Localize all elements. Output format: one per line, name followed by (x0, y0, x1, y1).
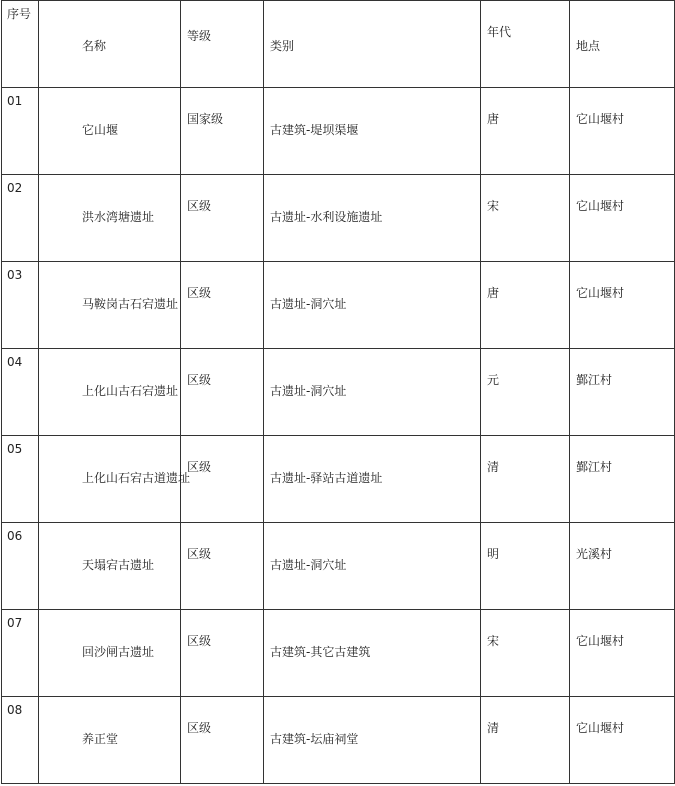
row-no: 06 (7, 529, 23, 543)
row-era: 清 (487, 721, 500, 735)
cell-era (481, 88, 570, 175)
row-grade: 区级 (187, 634, 212, 648)
row-era: 清 (487, 460, 500, 474)
row-location: 它山堰村 (576, 721, 625, 735)
table-row (2, 697, 675, 784)
row-name: 马鞍岗古石宕遗址 (82, 297, 179, 311)
header-no: 序号 (7, 7, 32, 21)
cell-grade (181, 262, 264, 349)
row-no: 05 (7, 442, 23, 456)
cell-category (264, 697, 481, 784)
cell-name (39, 175, 181, 262)
row-category: 古建筑-坛庙祠堂 (270, 732, 359, 746)
cell-no (2, 523, 39, 610)
cell-category (264, 175, 481, 262)
cell-location (570, 88, 675, 175)
row-name: 它山堰 (82, 123, 119, 137)
cell-era (481, 436, 570, 523)
header-category: 类别 (270, 39, 295, 53)
cell-no (2, 610, 39, 697)
cell-no (2, 349, 39, 436)
cell-name (39, 262, 181, 349)
row-location: 它山堰村 (576, 199, 625, 213)
row-location: 光溪村 (576, 547, 613, 561)
row-no: 07 (7, 616, 23, 630)
row-category: 古遗址-洞穴址 (270, 384, 347, 398)
cell-grade (181, 175, 264, 262)
header-cell-category (264, 1, 481, 88)
row-era: 宋 (487, 634, 500, 648)
cell-era (481, 262, 570, 349)
row-location: 它山堰村 (576, 286, 625, 300)
row-location: 它山堰村 (576, 112, 625, 126)
cell-grade (181, 523, 264, 610)
row-grade: 区级 (187, 460, 212, 474)
cell-name (39, 610, 181, 697)
row-grade: 区级 (187, 286, 212, 300)
row-no: 01 (7, 94, 23, 108)
header-cell-era (481, 1, 570, 88)
cell-category (264, 610, 481, 697)
row-era: 明 (487, 547, 500, 561)
row-era: 唐 (487, 286, 500, 300)
cell-name (39, 697, 181, 784)
cell-era (481, 697, 570, 784)
cell-grade (181, 697, 264, 784)
row-grade: 区级 (187, 721, 212, 735)
header-cell-grade (181, 1, 264, 88)
cell-era (481, 610, 570, 697)
row-era: 唐 (487, 112, 500, 126)
row-category: 古遗址-洞穴址 (270, 558, 347, 572)
row-name: 上化山石宕古道遗址 (82, 471, 191, 485)
row-name: 洪水湾塘遗址 (82, 210, 155, 224)
row-no: 03 (7, 268, 23, 282)
cell-no (2, 88, 39, 175)
row-location: 鄞江村 (576, 373, 613, 387)
table-row (2, 610, 675, 697)
cell-location (570, 175, 675, 262)
row-era: 宋 (487, 199, 500, 213)
row-category: 古建筑-堤坝渠堰 (270, 123, 359, 137)
cell-no (2, 262, 39, 349)
table-row (2, 349, 675, 436)
table-row (2, 262, 675, 349)
table-row (2, 175, 675, 262)
cell-category (264, 88, 481, 175)
cell-era (481, 523, 570, 610)
cell-name (39, 523, 181, 610)
row-name: 养正堂 (82, 732, 119, 746)
row-location: 鄞江村 (576, 460, 613, 474)
row-no: 02 (7, 181, 23, 195)
cell-location (570, 610, 675, 697)
cell-location (570, 436, 675, 523)
cell-era (481, 349, 570, 436)
cell-no (2, 697, 39, 784)
cell-grade (181, 436, 264, 523)
row-name: 天塌宕古遗址 (82, 558, 155, 572)
cell-name (39, 88, 181, 175)
row-grade: 区级 (187, 199, 212, 213)
cell-category (264, 523, 481, 610)
table-header-row (2, 1, 675, 88)
cell-grade (181, 349, 264, 436)
header-grade: 等级 (187, 29, 212, 43)
cell-name (39, 349, 181, 436)
row-category: 古遗址-驿站古道遗址 (270, 471, 383, 485)
row-era: 元 (487, 373, 500, 387)
row-category: 古遗址-水利设施遗址 (270, 210, 383, 224)
cell-name (39, 436, 191, 523)
row-grade: 区级 (187, 547, 212, 561)
cell-location (570, 349, 675, 436)
row-grade: 区级 (187, 373, 212, 387)
cell-location (570, 523, 675, 610)
table-row (2, 523, 675, 610)
table-row (2, 88, 675, 175)
row-no: 04 (7, 355, 23, 369)
header-era: 年代 (487, 25, 512, 39)
row-location: 它山堰村 (576, 634, 625, 648)
table-row (2, 436, 675, 523)
header-location: 地点 (576, 39, 601, 53)
row-category: 古建筑-其它古建筑 (270, 645, 371, 659)
row-name: 回沙闸古遗址 (82, 645, 155, 659)
header-cell-name (39, 1, 181, 88)
header-cell-no (2, 1, 39, 88)
cell-grade (181, 88, 264, 175)
cell-location (570, 262, 675, 349)
row-no: 08 (7, 703, 23, 717)
row-grade: 国家级 (187, 112, 224, 126)
cell-no (2, 175, 39, 262)
cell-category (264, 262, 481, 349)
cell-grade (181, 610, 264, 697)
row-category: 古遗址-洞穴址 (270, 297, 347, 311)
header-cell-location (570, 1, 675, 88)
header-name: 名称 (82, 39, 107, 53)
cell-category (264, 436, 481, 523)
cell-era (481, 175, 570, 262)
table-body (2, 1, 675, 784)
heritage-sites-table (1, 0, 675, 784)
cell-no (2, 436, 39, 523)
row-name: 上化山古石宕遗址 (82, 384, 179, 398)
cell-category (264, 349, 481, 436)
cell-location (570, 697, 675, 784)
